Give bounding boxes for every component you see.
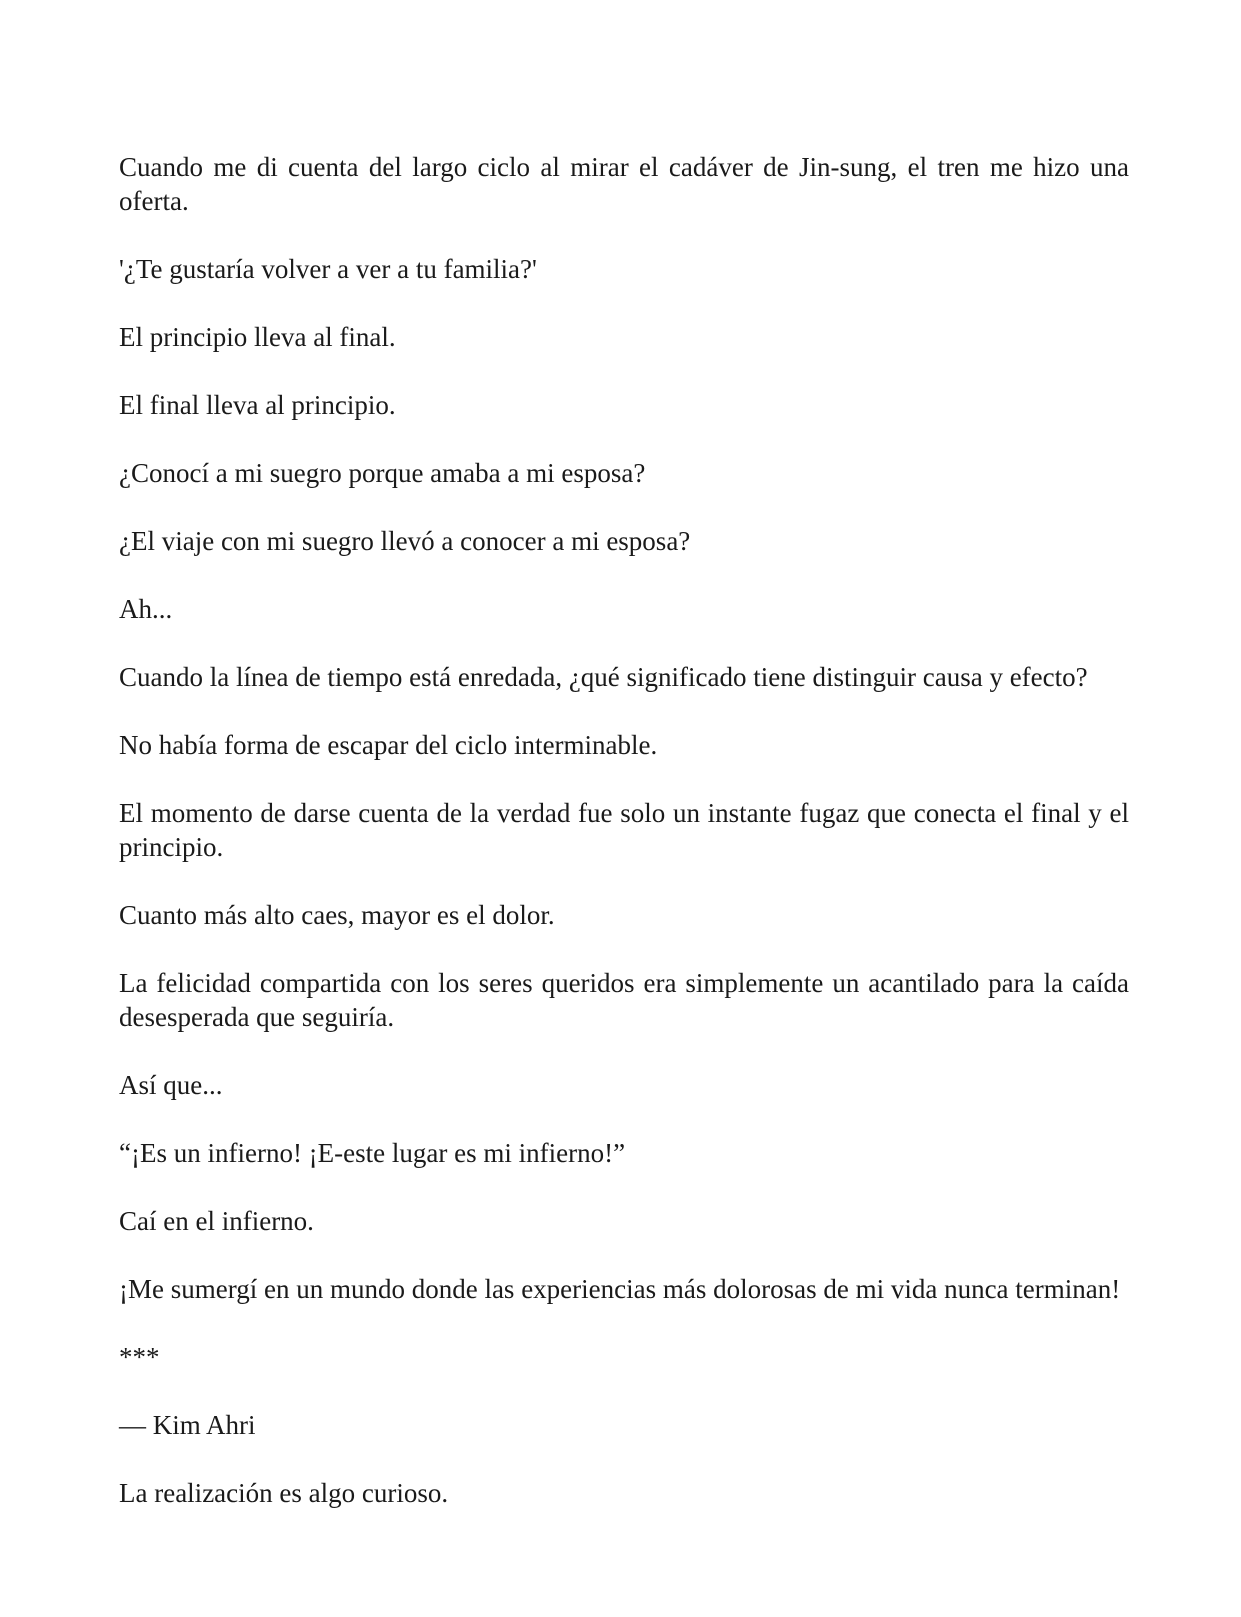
paragraph-17: La realización es algo curioso. bbox=[119, 1478, 449, 1508]
paragraph-11: Cuanto más alto caes, mayor es el dolor. bbox=[119, 900, 555, 930]
paragraph-7: Ah... bbox=[119, 594, 173, 624]
paragraph-13: Así que... bbox=[119, 1070, 223, 1100]
paragraph-16: ¡Me sumergí en un mundo donde las experiencias más dolorosas de mi vida nunca terminan! bbox=[119, 1274, 1121, 1304]
paragraph-5: ¿Conocí a mi suegro porque amaba a mi esposa? bbox=[119, 458, 646, 488]
pov-heading: — Kim Ahri bbox=[119, 1410, 256, 1440]
paragraph-1: Cuando me di cuenta del largo ciclo al mirar el cadáver de Jin-sung, el tren me hizo una oferta. bbox=[119, 152, 1129, 216]
paragraph-8: Cuando la línea de tiempo está enredada, ¿qué significado tiene distinguir causa y efecto? bbox=[119, 662, 1088, 692]
paragraph-10: El momento de darse cuenta de la verdad fue solo un instante fugaz que conecta el final y el principio. bbox=[119, 798, 1129, 862]
paragraph-3: El principio lleva al final. bbox=[119, 322, 396, 352]
paragraph-4: El final lleva al principio. bbox=[119, 390, 396, 420]
paragraph-14: “¡Es un infierno! ¡E-este lugar es mi infierno!” bbox=[119, 1138, 626, 1168]
paragraph-6: ¿El viaje con mi suegro llevó a conocer a mi esposa? bbox=[119, 526, 691, 556]
paragraph-2: '¿Te gustaría volver a ver a tu familia?' bbox=[119, 254, 537, 284]
section-separator: *** bbox=[119, 1342, 160, 1372]
paragraph-12: La felicidad compartida con los seres queridos era simplemente un acantilado para la caída desesperada que seguiría. bbox=[119, 968, 1129, 1032]
document-page bbox=[119, 150, 1129, 1510]
paragraph-9: No había forma de escapar del ciclo interminable. bbox=[119, 730, 658, 760]
paragraph-15: Caí en el infierno. bbox=[119, 1206, 314, 1236]
